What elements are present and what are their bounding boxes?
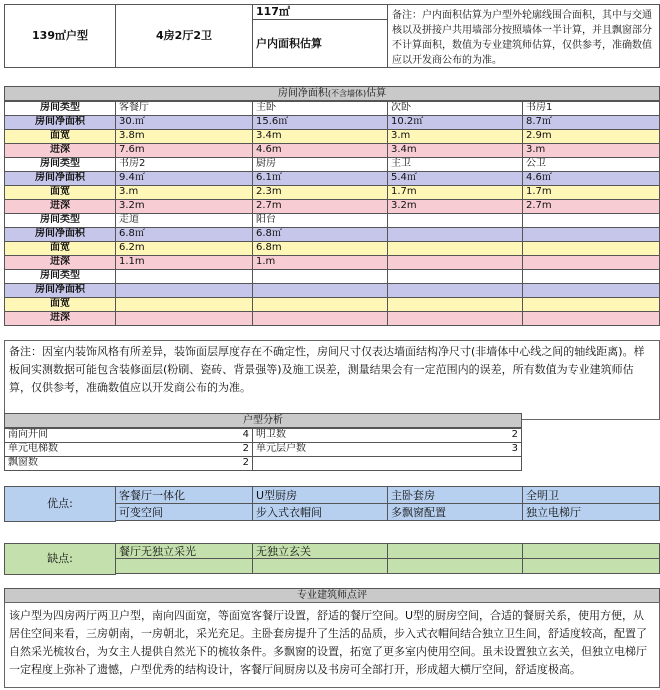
analysis-left-label: 单元电梯数 (8, 443, 58, 454)
room-width-cell: 2.9m (522, 129, 660, 144)
analysis-right-cell (252, 456, 522, 471)
room-area-cell (522, 283, 660, 298)
row-label: 房间净面积 (4, 283, 116, 298)
room-table-title-small: (不含墙体) (327, 89, 367, 98)
row-label: 进深 (4, 143, 116, 158)
cons-label: 缺点: (4, 543, 116, 575)
room-area-cell: 10.2㎡ (387, 115, 523, 130)
room-table-title (4, 86, 660, 101)
row-label: 面宽 (4, 129, 116, 144)
cons-item (387, 543, 523, 559)
area-type-cell: 139㎡户型 (4, 4, 116, 68)
cons-item: 无独立玄关 (252, 543, 388, 559)
room-name-cell: 主卫 (387, 157, 523, 172)
room-name-cell: 书房2 (115, 157, 253, 172)
room-name-cell (115, 269, 253, 284)
cons-item (252, 558, 388, 574)
row-label: 房间类型 (4, 213, 116, 228)
room-width-cell: 3.4m (252, 129, 388, 144)
pros-item: 可变空间 (115, 503, 253, 521)
row-label: 面宽 (4, 241, 116, 256)
room-depth-cell: 3.2m (115, 199, 253, 214)
room-area-cell: 6.8㎡ (252, 227, 388, 242)
indoor-area-label: 户内面积估算 (252, 19, 388, 68)
analysis-right-label: 明卫数 (256, 429, 286, 440)
room-width-cell (387, 297, 523, 312)
analysis-right-cell (252, 442, 522, 457)
room-depth-cell (252, 311, 388, 326)
room-area-cell: 4.6㎡ (522, 171, 660, 186)
room-name-cell: 次卧 (387, 101, 523, 116)
room-area-cell: 6.1㎡ (252, 171, 388, 186)
pros-item: 全明卫 (522, 486, 660, 504)
row-label: 面宽 (4, 185, 116, 200)
room-depth-cell: 1.m (252, 255, 388, 270)
analysis-right-value: 2 (511, 429, 518, 440)
room-name-cell: 公卫 (522, 157, 660, 172)
review-block (4, 588, 660, 688)
review-title: 专业建筑师点评 (4, 588, 660, 603)
row-label: 进深 (4, 199, 116, 214)
cons-item (522, 558, 660, 574)
room-width-cell: 3.m (387, 129, 523, 144)
pros-table (4, 486, 660, 522)
pros-label: 优点: (4, 486, 116, 522)
room-depth-cell: 3.2m (387, 199, 523, 214)
row-label: 房间类型 (4, 157, 116, 172)
room-depth-cell: 4.6m (252, 143, 388, 158)
room-area-cell: 30.㎡ (115, 115, 253, 130)
row-label: 房间类型 (4, 101, 116, 116)
room-name-cell: 客餐厅 (115, 101, 253, 116)
room-area-cell: 5.4㎡ (387, 171, 523, 186)
row-label: 面宽 (4, 297, 116, 312)
cons-item (387, 558, 523, 574)
pros-item: 多飘窗配置 (387, 503, 523, 521)
pros-item: 客餐厅一体化 (115, 486, 253, 504)
room-area-cell (522, 227, 660, 242)
header-note: 备注：户内面积估算为户型外轮廓线围合面积，其中与交通核以及拼接户共用墙部分按照墙体一半计算，并且飘窗部分不计算面积，数值为专业建筑师估算，仅供参考，准确数值应以开发商公布的为准。 (387, 4, 660, 68)
analysis-table (4, 413, 522, 473)
analysis-left-value: 2 (242, 457, 249, 468)
room-depth-cell: 3.4m (387, 143, 523, 158)
analysis-left-label: 南向开间 (8, 429, 48, 440)
room-width-cell: 6.8m (252, 241, 388, 256)
row-label: 房间净面积 (4, 171, 116, 186)
room-area-cell (252, 283, 388, 298)
room-name-cell (387, 269, 523, 284)
room-depth-cell: 2.7m (522, 199, 660, 214)
row-label: 房间类型 (4, 269, 116, 284)
room-depth-cell: 1.1m (115, 255, 253, 270)
room-depth-cell (522, 311, 660, 326)
room-area-cell (387, 227, 523, 242)
header-block (4, 4, 660, 68)
pros-item: 步入式衣帽间 (252, 503, 388, 521)
analysis-left-label: 飘窗数 (8, 457, 38, 468)
room-width-cell (522, 297, 660, 312)
room-name-cell (522, 213, 660, 228)
row-label: 进深 (4, 255, 116, 270)
cons-table (4, 543, 660, 575)
cons-item (522, 543, 660, 559)
layout-cell: 4房2厅2卫 (115, 4, 253, 68)
room-name-cell (522, 269, 660, 284)
room-width-cell: 3.m (115, 185, 253, 200)
room-name-cell: 主卧 (252, 101, 388, 116)
room-name-cell: 走道 (115, 213, 253, 228)
analysis-title: 户型分析 (4, 413, 522, 428)
room-width-cell (522, 241, 660, 256)
room-area-cell: 8.7㎡ (522, 115, 660, 130)
room-name-cell: 厨房 (252, 157, 388, 172)
indoor-area-value: 117㎡ (252, 4, 388, 20)
room-depth-cell (387, 255, 523, 270)
row-label: 房间净面积 (4, 227, 116, 242)
room-name-cell: 书房1 (522, 101, 660, 116)
cons-item: 餐厅无独立采光 (115, 543, 253, 559)
analysis-right-value: 3 (511, 443, 518, 454)
room-width-cell (387, 241, 523, 256)
cons-item (115, 558, 253, 574)
room-area-cell: 9.4㎡ (115, 171, 253, 186)
room-width-cell (115, 297, 253, 312)
room-width-cell: 1.7m (387, 185, 523, 200)
analysis-left-cell (4, 428, 253, 443)
analysis-right-label: 单元层户数 (256, 443, 306, 454)
room-depth-cell: 3.m (522, 143, 660, 158)
room-table-title-main: 房间净面积 (277, 88, 328, 99)
room-width-cell: 1.7m (522, 185, 660, 200)
analysis-left-cell (4, 456, 253, 471)
room-name-cell: 阳台 (252, 213, 388, 228)
row-label: 房间净面积 (4, 115, 116, 130)
pros-item: 主卧套房 (387, 486, 523, 504)
room-name-cell (252, 269, 388, 284)
room-table (4, 86, 660, 394)
review-text: 该户型为四房两厅两卫户型，南向四面宽，等面宽客餐厅设置，舒适的餐厅空间。U型的厨房空间，合适的餐厨关系，使用方便，从居住空间来看，三房朝南，一房朝北，采光充足。主卧套房提升了生活的品质，步入式衣帽间结合独立卫生间，舒适度较高，配置了自然采光梳妆台，为女主人提供自然光下的梳妆条件。多飘窗的设置，拓宽了更多室内使用空间。虽未设置独立玄关，但独立电梯厅一定程度上弥补了遗憾，户型优秀的结构设计，客餐厅间厨房以及书房可全部打开，形成超大横厅空间，舒适度极高。 (4, 602, 660, 688)
room-width-cell: 3.8m (115, 129, 253, 144)
room-name-cell (387, 213, 523, 228)
analysis-left-value: 2 (242, 443, 249, 454)
room-area-cell: 15.6㎡ (252, 115, 388, 130)
room-width-cell (252, 297, 388, 312)
row-label: 进深 (4, 311, 116, 326)
analysis-left-cell (4, 442, 253, 457)
room-area-cell (387, 283, 523, 298)
room-width-cell: 2.3m (252, 185, 388, 200)
room-table-title-suffix: 估算 (366, 88, 387, 99)
analysis-right-cell (252, 428, 522, 443)
analysis-left-value: 4 (242, 429, 249, 440)
room-depth-cell: 7.6m (115, 143, 253, 158)
pros-item: U型厨房 (252, 486, 388, 504)
room-depth-cell (115, 311, 253, 326)
room-depth-cell (387, 311, 523, 326)
room-width-cell: 6.2m (115, 241, 253, 256)
room-table-note: 备注：因室内装饰风格有所差异，装饰面层厚度存在不确定性，房间尺寸仅表达墙面结构净尺寸(非墙体中心线之间的轴线距离)。样板间实测数据可能包含装修面层(粉刷、瓷砖、背景强等)及施工误差，测量结果会有一定范围内的误差，所有数值为专业建筑师估算，仅供参考，准确数值应以开发商公布的为准。 (4, 340, 660, 420)
pros-item: 独立电梯厅 (522, 503, 660, 521)
room-area-cell (115, 283, 253, 298)
room-depth-cell (522, 255, 660, 270)
room-depth-cell: 2.7m (252, 199, 388, 214)
room-area-cell: 6.8㎡ (115, 227, 253, 242)
